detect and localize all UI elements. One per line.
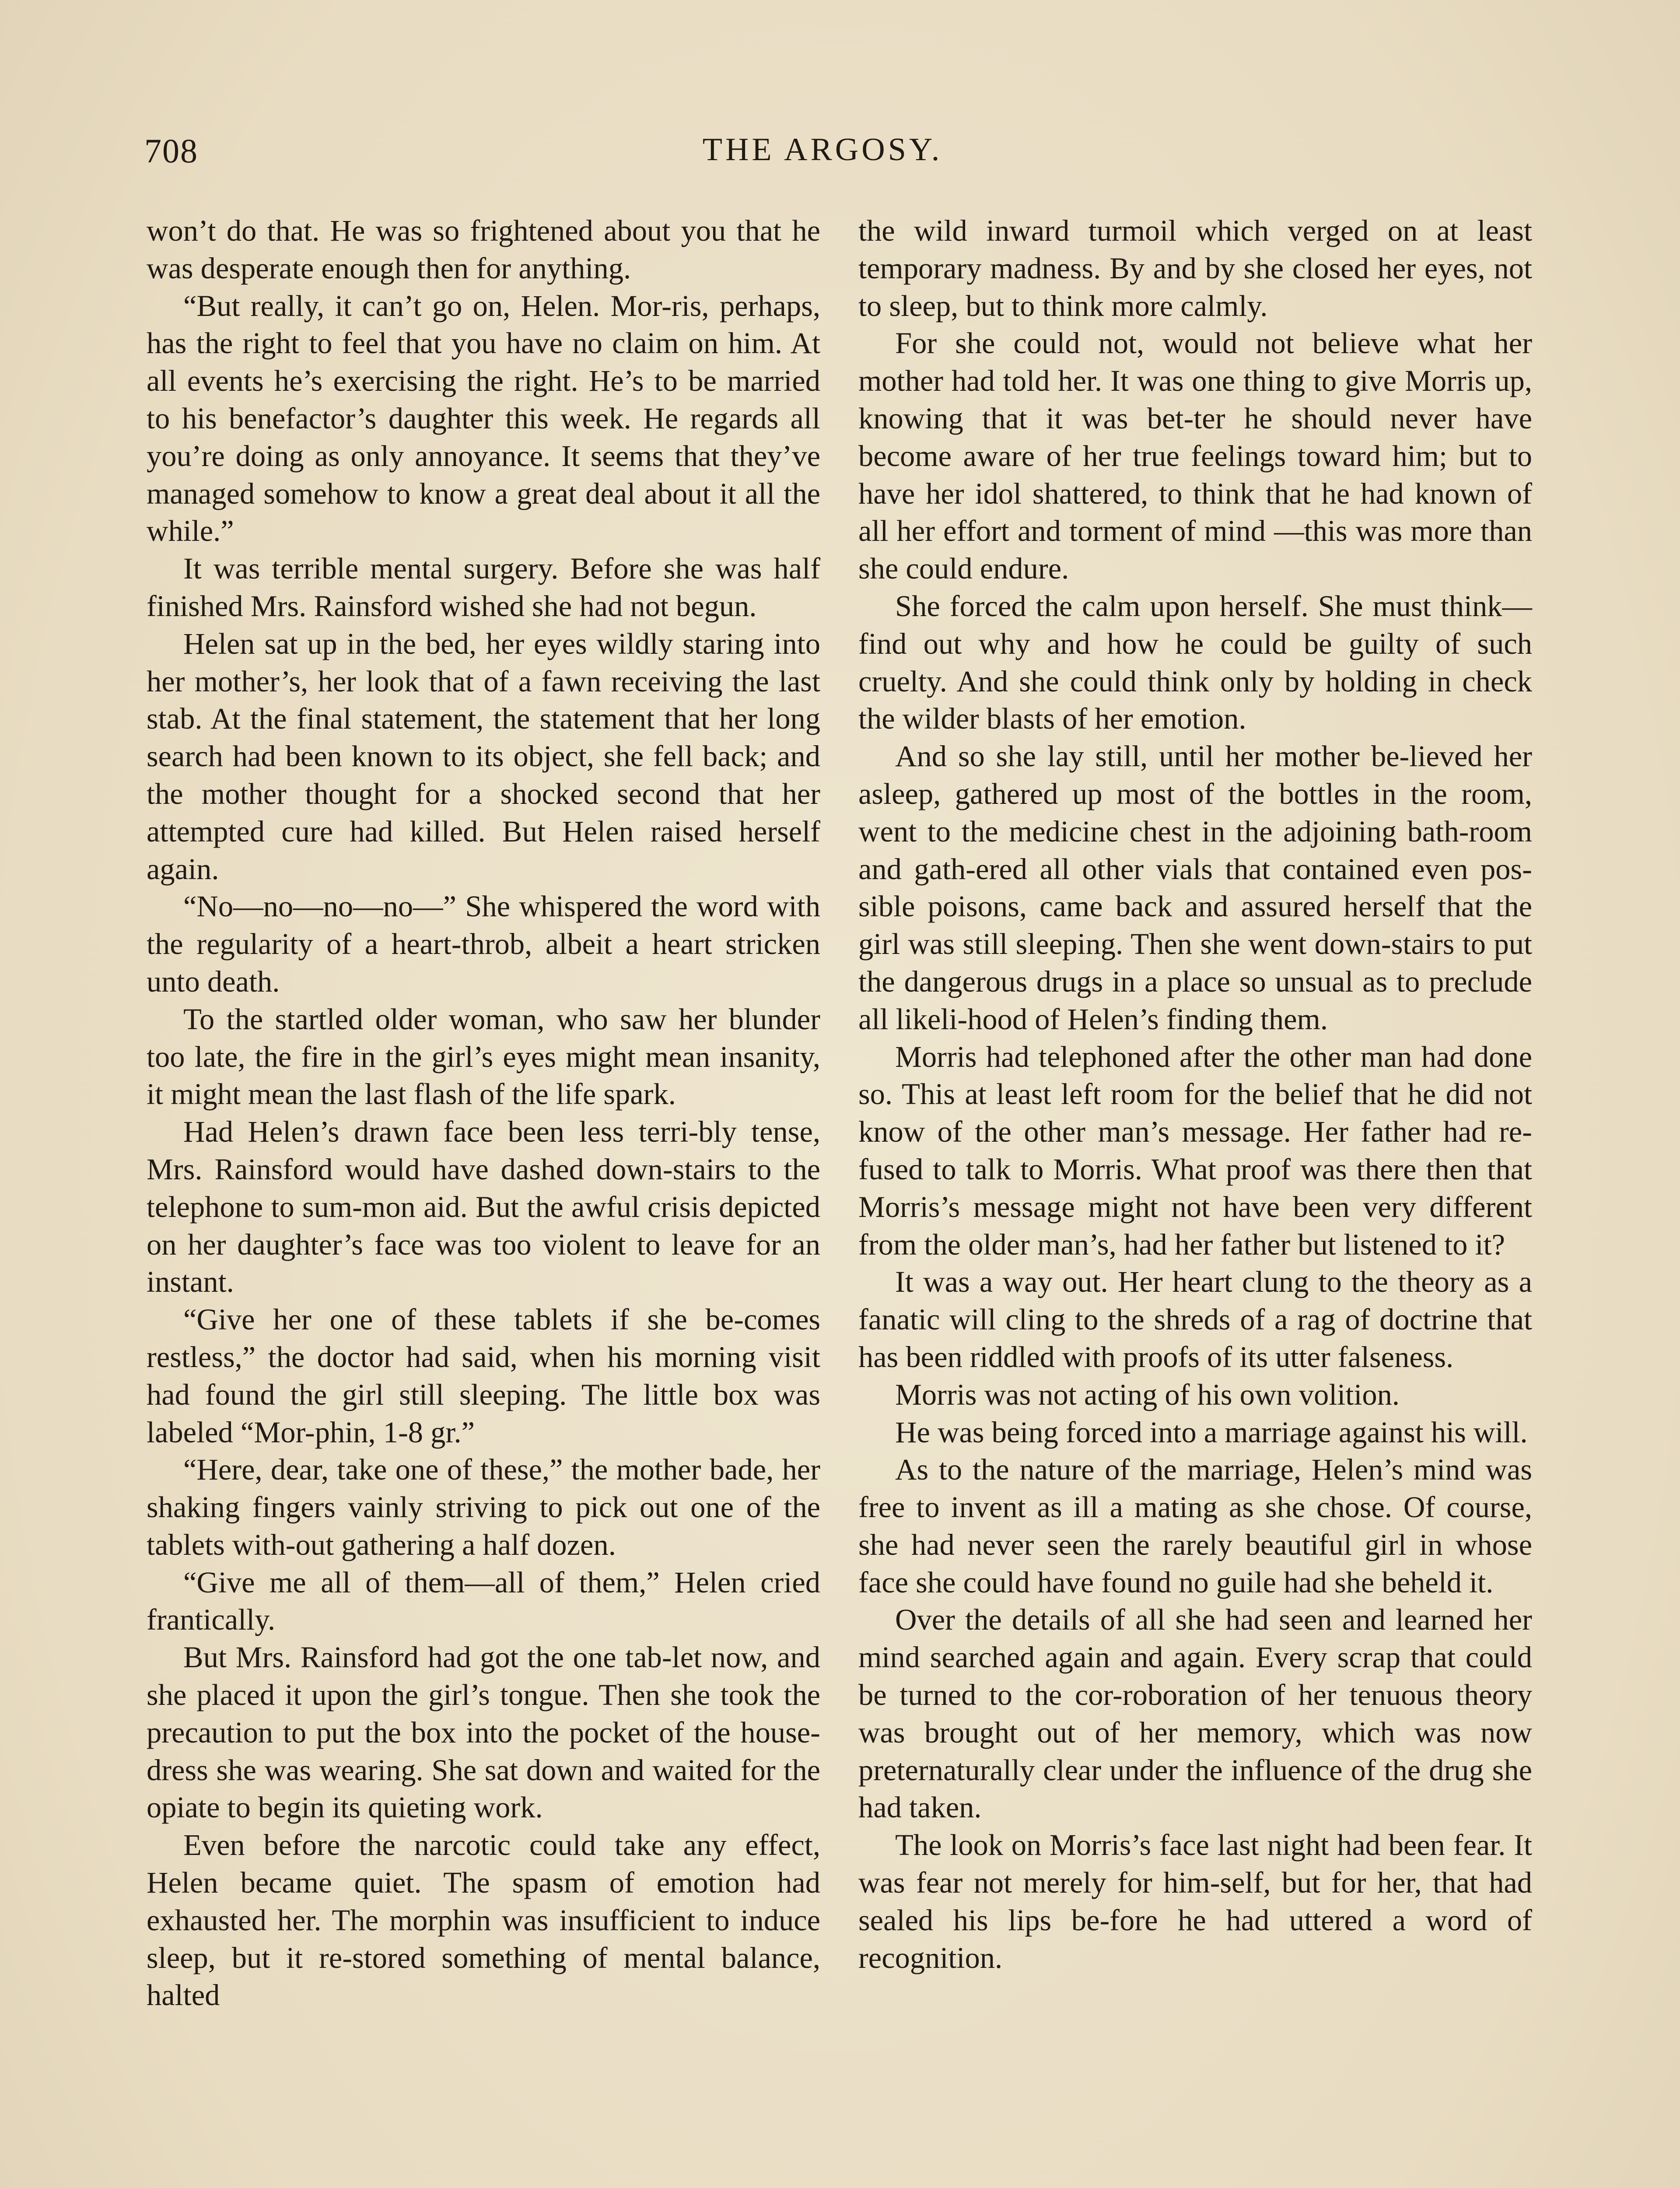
paragraph: Had Helen’s drawn face been less terri-bly tense, Mrs. Rainsford would have dashed down-stairs to the telephone to sum-mon aid. But the awful crisis depicted on her daughter’s face was too violent to leave for an instant. [147, 1115, 820, 1299]
right-column [858, 212, 1532, 1977]
paragraph: And so she lay still, until her mother be-lieved her asleep, gathered up most of the bottles in the room, went to the medicine chest in the adjoining bath-room and gath-ered all other vials that contained even pos-sible poisons, came back and assured herself that the girl was still sleeping. Then she went down-stairs to put the dangerous drugs in a place so unsual as to preclude all likeli-hood of Helen’s finding them. [858, 740, 1532, 1036]
paragraph: It was terrible mental surgery. Before she was half finished Mrs. Rainsford wished she had not begun. [147, 552, 820, 623]
paragraph: Helen sat up in the bed, her eyes wildly staring into her mother’s, her look that of a fawn receiving the last stab. At the final statement, the statement that her long search had been known to its object, she fell back; and the mother thought for a shocked second that her attempted cure had killed. But Helen raised herself again. [147, 627, 820, 886]
left-column [147, 212, 820, 2014]
paragraph: “Give me all of them—all of them,” Helen cried frantically. [147, 1565, 820, 1637]
paragraph: won’t do that. He was so frightened about you that he was desperate enough then for anything. [147, 214, 820, 285]
paragraph: As to the nature of the marriage, Helen’s mind was free to invent as ill a mating as she chose. Of course, she had never seen the rarely beautiful girl in whose face she could have found no guile had she beheld it. [858, 1453, 1532, 1599]
running-head: THE ARGOSY. [702, 132, 943, 168]
paragraph: She forced the calm upon herself. She must think—find out why and how he could be guilty of such cruelty. And she could think only by holding in check the wilder blasts of her emotion. [858, 589, 1532, 736]
paragraph: the wild inward turmoil which verged on at least temporary madness. By and by she closed her eyes, not to sleep, but to think more calmly. [858, 214, 1532, 323]
paragraph: Morris had telephoned after the other man had done so. This at least left room for the belief that he did not know of the other man’s message. Her father had re-fused to talk to Morris. What proof was there then that Morris’s message might not have been very different from the older man’s, had her father but listened to it? [858, 1040, 1532, 1261]
paragraph: “Here, dear, take one of these,” the mother bade, her shaking fingers vainly striving to pick out one of the tablets with-out gathering a half dozen. [147, 1453, 820, 1561]
paragraph: Even before the narcotic could take any effect, Helen became quiet. The spasm of emotion had exhausted her. The morphin was insufficient to induce sleep, but it re-stored something of mental balance, halted [147, 1828, 820, 2012]
paragraph: “No—no—no—no—” She whispered the word with the regularity of a heart-throb, albeit a heart stricken unto death. [147, 890, 820, 998]
paragraph: “Give her one of these tablets if she be-comes restless,” the doctor had said, when his morning visit had found the girl still sleeping. The little box was labeled “Mor-phin, 1-8 gr.” [147, 1303, 820, 1449]
paragraph: Over the details of all she had seen and learned her mind searched again and again. Every scrap that could be turned to the cor-roboration of her tenuous theory was brought out of her memory, which was now preternaturally clear under the influence of the drug she had taken. [858, 1603, 1532, 1824]
paragraph: But Mrs. Rainsford had got the one tab-let now, and she placed it upon the girl’s tongue. Then she took the precaution to put the box into the pocket of the house-dress she was wearing. She sat down and waited for the opiate to begin its quieting work. [147, 1641, 820, 1824]
paragraph: To the startled older woman, who saw her blunder too late, the fire in the girl’s eyes might mean insanity, it might mean the last flash of the life spark. [147, 1002, 820, 1111]
page-number: 708 [144, 132, 198, 170]
paragraph: Morris was not acting of his own volition. [895, 1378, 1400, 1411]
paragraph: The look on Morris’s face last night had been fear. It was fear not merely for him-self, but for her, that had sealed his lips be-fore he had uttered a word of recognition. [858, 1828, 1532, 1974]
paragraph: “But really, it can’t go on, Helen. Mor-ris, perhaps, has the right to feel that you have no claim on him. At all events he’s exercising the right. He’s to be married to his benefactor’s daughter this week. He regards all you’re doing as only annoyance. It seems that they’ve managed somehow to know a great deal about it all the while.” [147, 289, 820, 548]
paragraph: For she could not, would not believe what her mother had told her. It was one thing to give Morris up, knowing that it was bet-ter he should never have become aware of her true feelings toward him; but to have her idol shattered, to think that he had known of all her effort and torment of mind —this was more than she could endure. [858, 326, 1532, 586]
paragraph: He was being forced into a marriage against his will. [895, 1415, 1528, 1449]
paragraph: It was a way out. Her heart clung to the theory as a fanatic will cling to the shreds of a rag of doctrine that has been riddled with proofs of its utter falseness. [858, 1265, 1532, 1374]
page-header [144, 131, 1501, 184]
